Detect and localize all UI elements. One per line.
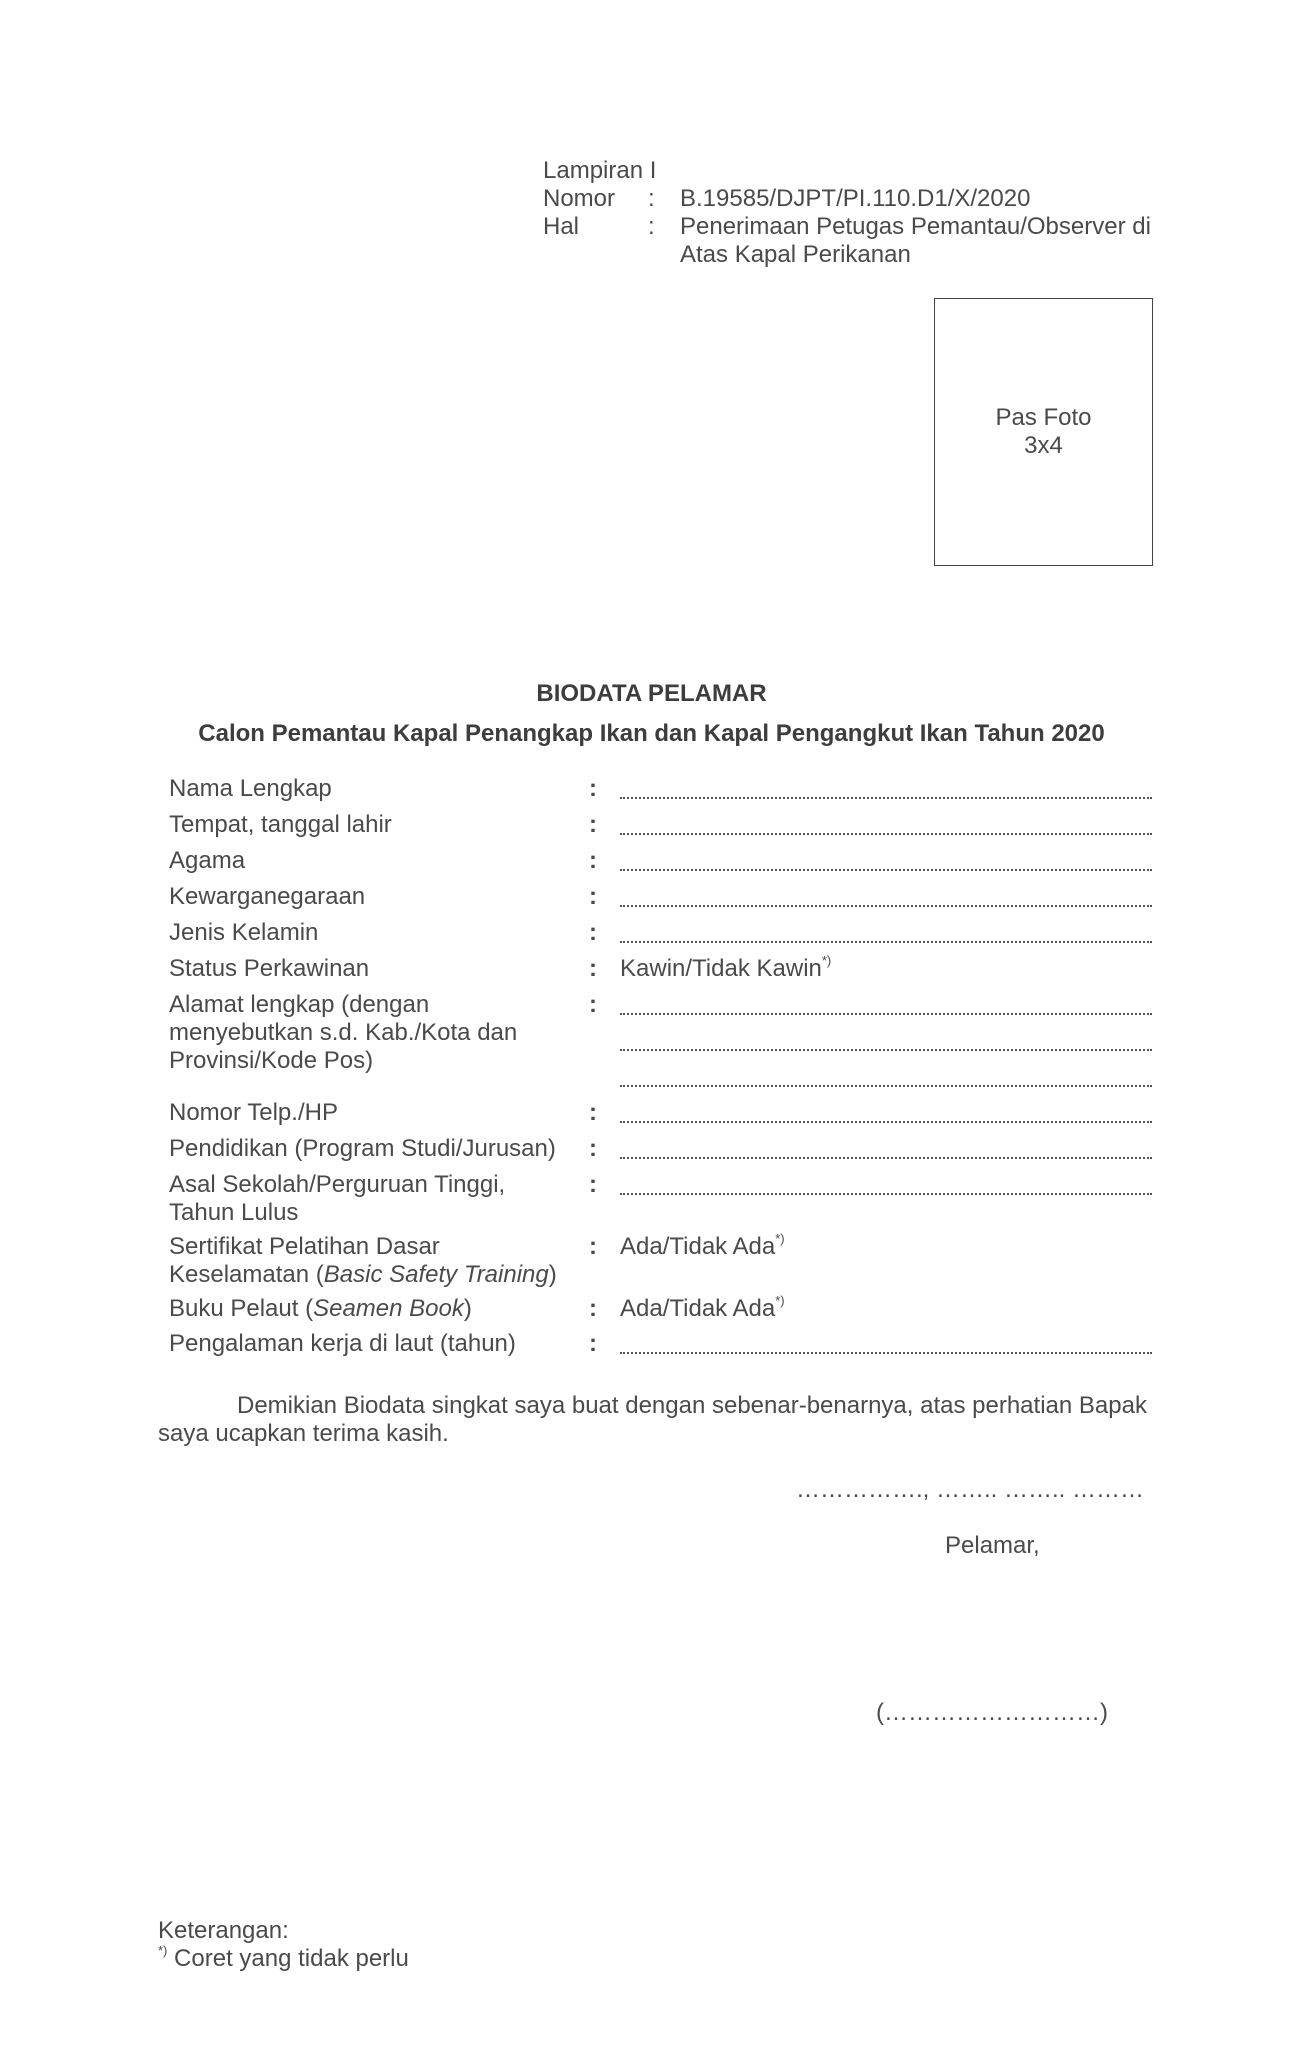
field-label-nama: Nama Lengkap	[169, 775, 332, 802]
field-label-pengalaman: Pengalaman kerja di laut (tahun)	[169, 1330, 516, 1357]
field-line-asal-sekolah[interactable]	[620, 1191, 1152, 1195]
field-colon: :	[589, 1233, 597, 1260]
field-line-kewarganegaraan[interactable]	[620, 903, 1152, 907]
form-subtitle: Calon Pemantau Kapal Penangkap Ikan dan Kapal Pengangkut Ikan Tahun 2020	[198, 720, 1105, 747]
field-label-agama: Agama	[169, 847, 246, 874]
field-line-alamat-3[interactable]	[620, 1083, 1152, 1087]
buku-text-a: Buku Pelaut (	[169, 1295, 314, 1322]
form-title: BIODATA PELAMAR	[536, 680, 767, 707]
nomor-value: B.19585/DJPT/PI.110.D1/X/2020	[680, 185, 1031, 212]
notes-text	[158, 1945, 409, 1973]
field-label-alamat-line1: Alamat lengkap (dengan	[169, 991, 430, 1018]
field-colon: :	[589, 1171, 597, 1198]
field-line-nama[interactable]	[620, 795, 1152, 799]
sertifikat-text-italic: Basic Safety Training	[323, 1261, 549, 1288]
field-value-buku-pelaut[interactable]	[620, 1295, 785, 1323]
field-colon: :	[589, 1295, 597, 1322]
field-label-ttl: Tempat, tanggal lahir	[169, 811, 392, 838]
lampiran-label: Lampiran I	[543, 157, 657, 184]
field-line-alamat-2[interactable]	[620, 1047, 1152, 1051]
status-option-text: Kawin/Tidak Kawin	[620, 955, 822, 982]
field-line-alamat-1[interactable]	[620, 1011, 1152, 1015]
field-colon: :	[589, 811, 597, 838]
notes-description: Coret yang tidak perlu	[167, 1945, 409, 1972]
closing-line2: saya ucapkan terima kasih.	[158, 1420, 449, 1447]
field-label-pendidikan: Pendidikan (Program Studi/Jurusan)	[169, 1135, 556, 1162]
footnote-mark: *)	[158, 1943, 168, 1958]
signature-date-place[interactable]: ……………., …….. …….. ………	[796, 1476, 1145, 1503]
notes-title: Keterangan:	[158, 1917, 289, 1944]
sertifikat-text-a: Keselamatan (	[169, 1261, 324, 1288]
field-colon: :	[589, 1099, 597, 1126]
sertifikat-option-text: Ada/Tidak Ada	[620, 1233, 776, 1260]
field-colon: :	[589, 847, 597, 874]
field-label-status-perkawinan: Status Perkawinan	[169, 955, 370, 982]
field-colon: :	[589, 1135, 597, 1162]
signature-role: Pelamar,	[945, 1532, 1040, 1559]
field-line-ttl[interactable]	[620, 831, 1152, 835]
field-label-alamat-line2: menyebutkan s.d. Kab./Kota dan	[169, 1019, 518, 1046]
photo-box	[934, 298, 1153, 566]
field-label-sertifikat-line2	[169, 1261, 557, 1289]
field-colon: :	[589, 1330, 597, 1357]
field-colon: :	[589, 955, 597, 982]
buku-option-text: Ada/Tidak Ada	[620, 1295, 776, 1322]
hal-value-line1: Penerimaan Petugas Pemantau/Observer di	[680, 213, 1151, 240]
field-value-sertifikat[interactable]	[620, 1233, 785, 1261]
closing-line1: Demikian Biodata singkat saya buat dengan sebenar-benarnya, atas perhatian Bapak	[237, 1392, 1147, 1419]
buku-text-c: )	[463, 1295, 472, 1322]
field-label-alamat-line3: Provinsi/Kode Pos)	[169, 1047, 374, 1074]
nomor-colon: :	[648, 185, 655, 212]
footnote-mark: *)	[775, 1293, 785, 1308]
buku-text-italic: Seamen Book	[313, 1295, 464, 1322]
field-colon: :	[589, 775, 597, 802]
field-label-kewarganegaraan: Kewarganegaraan	[169, 883, 366, 910]
photo-label-line2: 3x4	[1024, 432, 1063, 459]
sertifikat-text-c: )	[548, 1261, 557, 1288]
field-line-pendidikan[interactable]	[620, 1155, 1152, 1159]
nomor-label: Nomor	[543, 185, 616, 212]
field-label-asal-line1: Asal Sekolah/Perguruan Tinggi,	[169, 1171, 506, 1198]
field-value-status-perkawinan[interactable]	[620, 955, 831, 983]
field-line-agama[interactable]	[620, 867, 1152, 871]
photo-label-line1: Pas Foto	[995, 404, 1092, 431]
hal-colon: :	[648, 213, 655, 240]
field-label-sertifikat-line1: Sertifikat Pelatihan Dasar	[169, 1233, 440, 1260]
field-line-pengalaman[interactable]	[620, 1350, 1152, 1354]
field-colon: :	[589, 883, 597, 910]
hal-label: Hal	[543, 213, 580, 240]
field-label-jenis-kelamin: Jenis Kelamin	[169, 919, 319, 946]
field-line-telp[interactable]	[620, 1119, 1152, 1123]
field-label-buku-pelaut	[169, 1295, 472, 1323]
field-label-asal-line2: Tahun Lulus	[169, 1199, 299, 1226]
footnote-mark: *)	[775, 1231, 785, 1246]
field-colon: :	[589, 991, 597, 1018]
footnote-mark: *)	[821, 953, 832, 968]
hal-value-line2: Atas Kapal Perikanan	[680, 241, 911, 268]
field-colon: :	[589, 919, 597, 946]
field-label-telp: Nomor Telp./HP	[169, 1099, 338, 1126]
signature-name[interactable]: (………………………)	[876, 1699, 1108, 1726]
field-line-jenis-kelamin[interactable]	[620, 939, 1152, 943]
